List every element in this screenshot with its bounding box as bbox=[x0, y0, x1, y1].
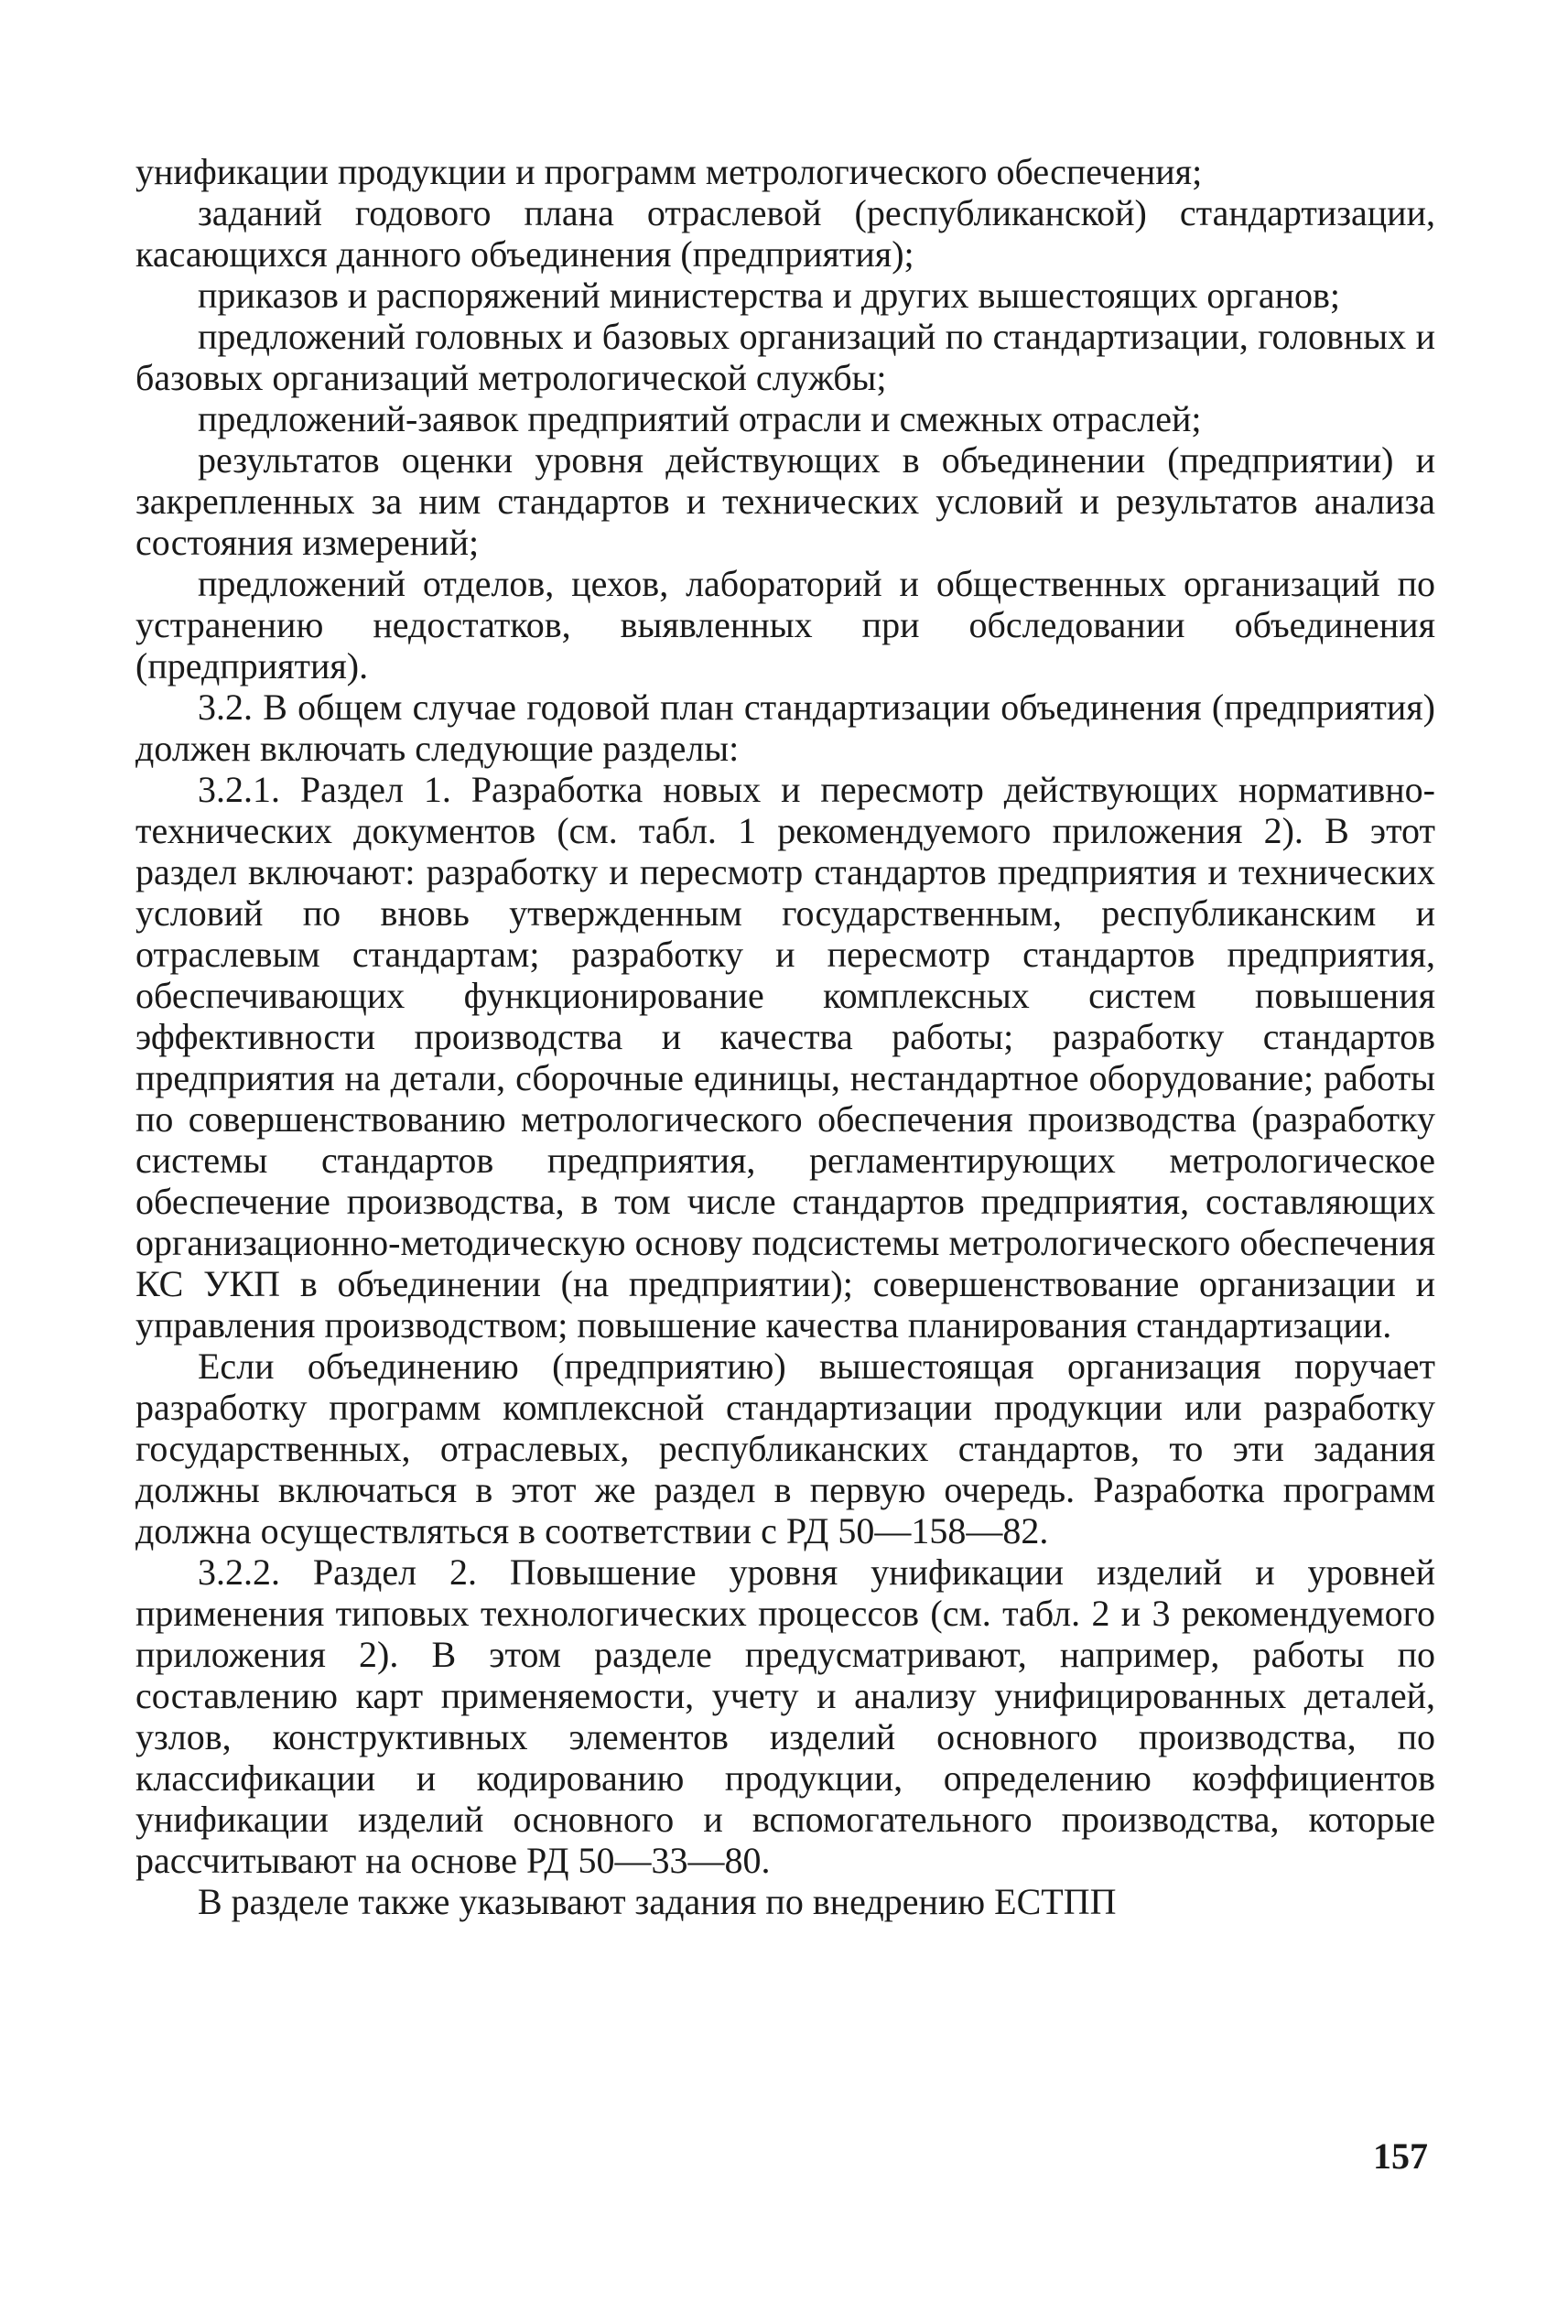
paragraph-ministry-orders: приказов и распоряжений министерства и других вышестоящих органов; bbox=[198, 275, 1340, 316]
paragraph-unification-programs: унификации продукции и программ метрологического обеспечения; bbox=[135, 151, 1203, 192]
page-number: 157 bbox=[1373, 2135, 1428, 2177]
paragraph-higher-organization: Если объединению (предприятию) вышестоящая организация поручает разработку программ комплексной стандартизации продукции или разработку государственных, отраслевых, республиканских стандартов, то эти задания должны включаться в этот же раздел в первую очередь. Разработка программ должна осуществляться в соответствии с РД 50—158—82. bbox=[135, 1346, 1435, 1551]
paragraph-annual-plan-tasks: заданий годового плана отраслевой (республиканской) стандартизации, касающихся данного объединения (предприятия); bbox=[135, 192, 1435, 275]
paragraph-enterprise-requests: предложений-заявок предприятий отрасли и смежных отраслей; bbox=[198, 398, 1202, 439]
paragraph-estpp: В разделе также указывают задания по внедрению ЕСТПП bbox=[198, 1881, 1117, 1922]
paragraph-section-3-2-1: 3.2.1. Раздел 1. Разработка новых и пересмотр действующих нормативно-технических документов (см. табл. 1 рекомендуемого приложения 2). В этот раздел включают: разработку и пересмотр стандартов предприятия и технических условий по вновь утвержденным государственным, республиканским и отраслевым стандартам; разработку и пересмотр стандартов предприятия, обеспечивающих функционирование комплексных систем повышения эффективности производства и качества работы; разработку стандартов предприятия на детали, сборочные единицы, нестандартное оборудование; работы по совершенствованию метрологического обеспечения производства (разработку системы стандартов предприятия, регламентирующих метрологическое обеспечение производства, в том числе стандартов предприятия, составляющих организационно-методическую основу подсистемы метрологического обеспечения КС УКП в объединении (на предприятии); совершенствование организации и управления производством; повышение качества планирования стандартизации. bbox=[135, 769, 1435, 1346]
paragraph-section-3-2-2: 3.2.2. Раздел 2. Повышение уровня унификации изделий и уровней применения типовых технологических процессов (см. табл. 2 и 3 рекомендуемого приложения 2). В этом разделе предусматривают, например, работы по составлению карт применяемости, учету и анализу унифицированных деталей, узлов, конструктивных элементов изделий основного производства, по классификации и кодированию продукции, определению коэффициентов унификации изделий основного и вспомогательного производства, которые рассчитывают на основе РД 50—33—80. bbox=[135, 1551, 1435, 1881]
document-page bbox=[135, 151, 1435, 2256]
paragraph-assessment-results: результатов оценки уровня действующих в объединении (предприятии) и закрепленных за ним стандартов и технических условий и результатов анализа состояния измерений; bbox=[135, 439, 1435, 563]
paragraph-head-organizations: предложений головных и базовых организаций по стандартизации, головных и базовых организаций метрологической службы; bbox=[135, 316, 1435, 398]
paragraph-section-3-2: 3.2. В общем случае годовой план стандартизации объединения (предприятия) должен включать следующие разделы: bbox=[135, 686, 1435, 769]
paragraph-department-proposals: предложений отделов, цехов, лабораторий и общественных организаций по устранению недостатков, выявленных при обследовании объединения (предприятия). bbox=[135, 563, 1435, 686]
